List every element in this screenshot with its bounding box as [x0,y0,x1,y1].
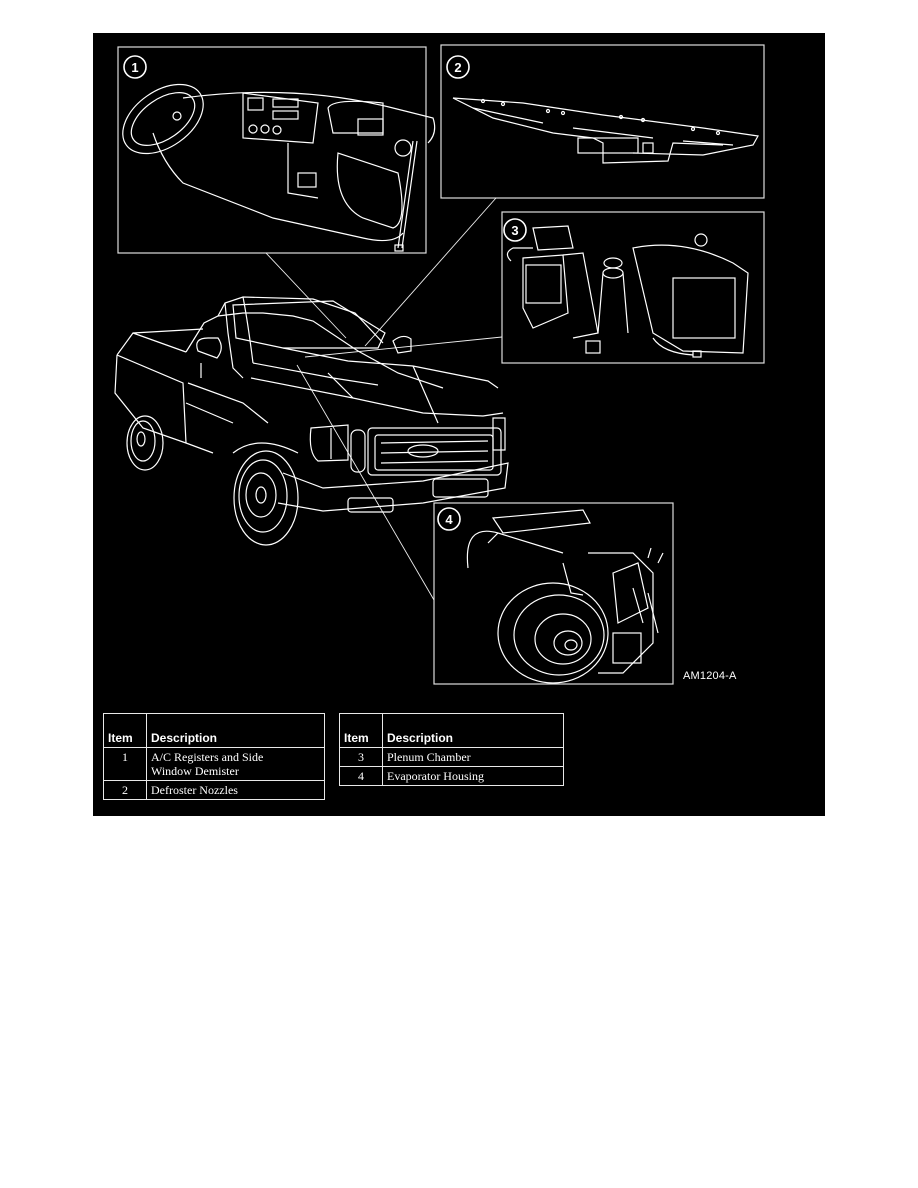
defroster-duct-drawing [453,98,758,163]
instrument-panel-drawing [110,70,435,251]
item-number: 4 [340,767,383,786]
svg-text:2: 2 [454,60,462,75]
item-number: 1 [104,748,147,781]
column-header-description: Description [383,714,564,748]
column-header-description: Description [147,714,325,748]
item-number: 2 [104,781,147,800]
table-row [340,767,564,786]
description-line: Window Demister [151,764,239,778]
svg-text:3: 3 [511,223,519,238]
parts-table-2 [339,713,564,786]
table-row [340,748,564,767]
table-header-row [104,714,325,748]
line-art [93,33,825,816]
table-row [104,781,325,800]
column-header-item: Item [104,714,147,748]
callout-4-badge [438,508,460,530]
figure-id-label: AM1204-A [683,670,737,682]
evaporator-housing-drawing [467,510,663,683]
item-description: Evaporator Housing [383,767,564,786]
diagram-figure [93,33,825,816]
table-row [104,748,325,781]
panel-4-frame [434,503,673,684]
svg-text:4: 4 [445,512,453,527]
item-description: Defroster Nozzles [147,781,325,800]
panel-3-frame [502,212,764,363]
parts-table-1 [103,713,325,800]
item-description: Plenum Chamber [383,748,564,767]
svg-text:1: 1 [131,60,139,75]
table-header-row [340,714,564,748]
column-header-item: Item [340,714,383,748]
callout-1-badge [124,56,146,78]
plenum-chamber-drawing [507,226,748,357]
leader-lines [266,198,502,600]
panel-2-frame [441,45,764,198]
description-line: A/C Registers and Side [151,750,264,764]
callout-3-badge [504,219,526,241]
callout-2-badge [447,56,469,78]
item-number: 3 [340,748,383,767]
item-description [147,748,325,781]
